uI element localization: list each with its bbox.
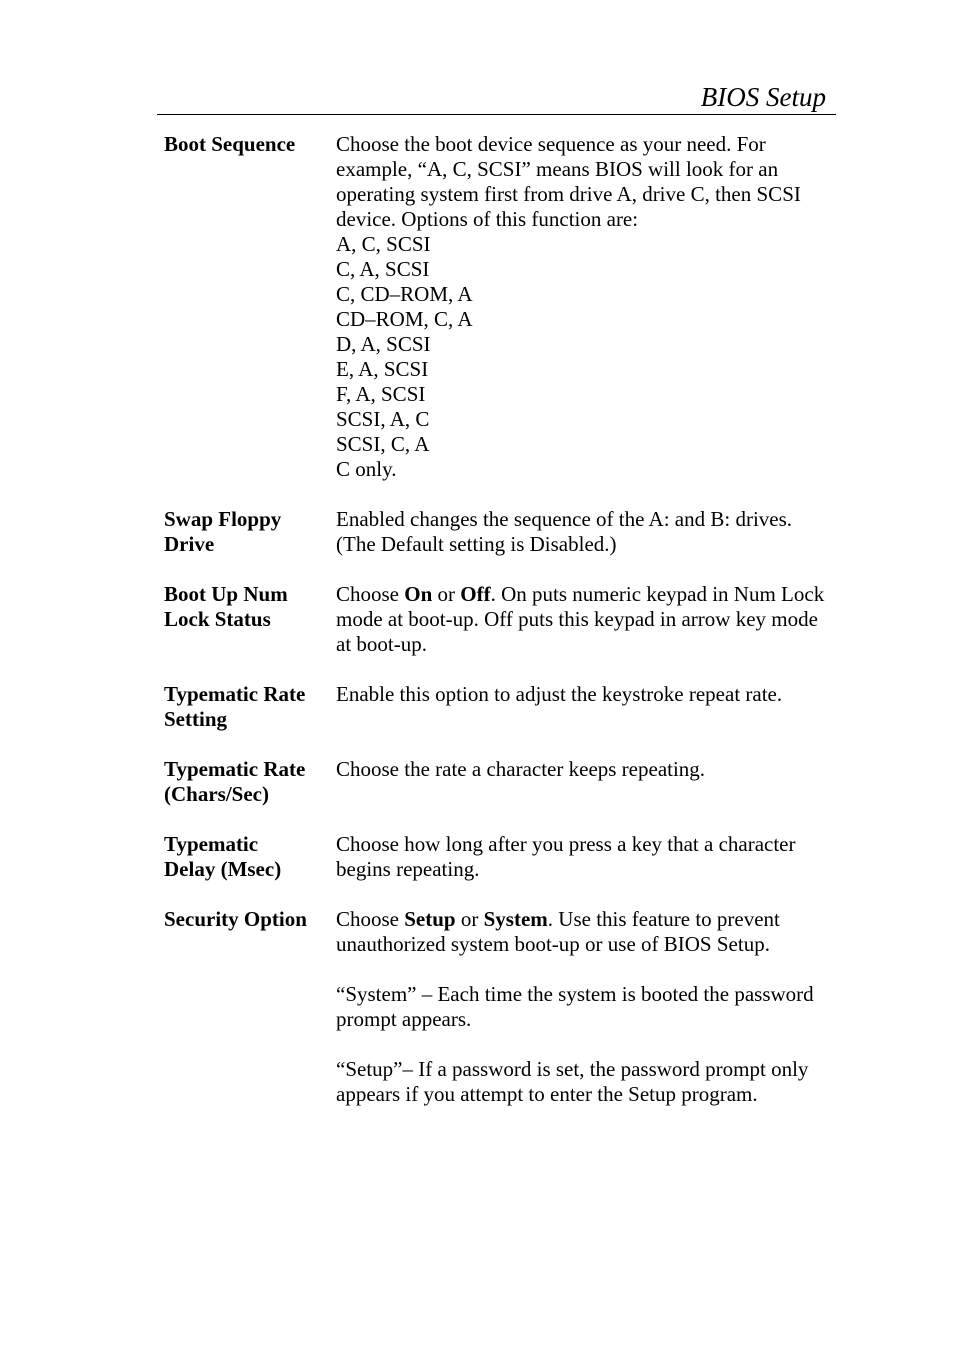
spacer xyxy=(164,482,834,507)
boot-option: C, A, SCSI xyxy=(336,257,430,281)
boot-option: CD–ROM, C, A xyxy=(336,307,473,331)
boot-option: A, C, SCSI xyxy=(336,232,431,256)
text-run: Choose xyxy=(336,907,405,931)
desc-typematic-delay-text: Choose how long after you press a key that a character begins repeating. xyxy=(336,832,796,881)
entry-typematic-delay xyxy=(164,832,834,882)
desc-typematic-setting xyxy=(336,682,834,732)
boot-option: E, A, SCSI xyxy=(336,357,429,381)
boot-option: SCSI, C, A xyxy=(336,432,430,456)
security-system-note: “System” – Each time the system is booted the password prompt appears. xyxy=(336,982,814,1031)
boot-sequence-options xyxy=(336,232,834,482)
entry-swap-floppy xyxy=(164,507,834,557)
boot-option: C only. xyxy=(336,457,397,481)
term-typematic-delay: Typematic Delay (Msec) xyxy=(164,832,282,881)
text-run: or xyxy=(455,907,484,931)
setup-keyword: Setup xyxy=(404,907,456,931)
page-header xyxy=(157,80,836,115)
entry-typematic-setting xyxy=(164,682,834,732)
boot-option: SCSI, A, C xyxy=(336,407,430,431)
definition-list xyxy=(164,132,834,1107)
entry-security-option xyxy=(164,907,834,1107)
text-run: Choose xyxy=(336,582,405,606)
desc-typematic-rate xyxy=(336,757,834,807)
desc-typematic-delay xyxy=(336,832,834,882)
term-swap-floppy: Swap Floppy Drive xyxy=(164,507,282,556)
security-setup-note: “Setup”– If a password is set, the password prompt only appears if you attempt to enter the Setup program. xyxy=(336,1057,809,1106)
entry-typematic-rate xyxy=(164,757,834,807)
spacer xyxy=(164,732,834,757)
desc-boot-sequence-text: Choose the boot device sequence as your need. For example, “A, C, SCSI” means BIOS will look for an operating system first from drive A, drive C, then SCSI device. Options of this function are: xyxy=(336,132,801,231)
term-boot-sequence: Boot Sequence xyxy=(164,132,296,156)
boot-option: F, A, SCSI xyxy=(336,382,426,406)
spacer xyxy=(164,657,834,682)
desc-num-lock-text xyxy=(336,582,834,657)
system-keyword: System xyxy=(483,907,548,931)
desc-typematic-setting-text: Enable this option to adjust the keystroke repeat rate. xyxy=(336,682,783,706)
entry-boot-sequence xyxy=(164,132,834,482)
desc-swap-floppy-text: Enabled changes the sequence of the A: and B: drives. (The Default setting is Disabled.) xyxy=(336,507,793,556)
spacer xyxy=(164,807,834,832)
on-keyword: On xyxy=(404,582,433,606)
desc-swap-floppy xyxy=(336,507,834,557)
spacer xyxy=(164,882,834,907)
term-typematic-rate: Typematic Rate (Chars/Sec) xyxy=(164,757,306,806)
desc-num-lock xyxy=(336,582,834,657)
boot-option: C, CD–ROM, A xyxy=(336,282,473,306)
desc-security-option xyxy=(336,907,834,1107)
term-security-option: Security Option xyxy=(164,907,307,931)
boot-option: D, A, SCSI xyxy=(336,332,431,356)
off-keyword: Off xyxy=(460,582,491,606)
spacer xyxy=(164,557,834,582)
desc-security-text xyxy=(336,907,834,957)
term-num-lock: Boot Up Num Lock Status xyxy=(164,582,288,631)
text-run: . Use this feature to prevent unauthorized system boot-up or use of BIOS Setup. xyxy=(336,907,780,956)
desc-typematic-rate-text: Choose the rate a character keeps repeating. xyxy=(336,757,706,781)
term-typematic-setting: Typematic Rate Setting xyxy=(164,682,306,731)
desc-boot-sequence xyxy=(336,132,834,482)
header-title: BIOS Setup xyxy=(700,82,826,112)
entry-num-lock xyxy=(164,582,834,657)
text-run: or xyxy=(432,582,461,606)
text-run: . On puts numeric keypad in Num Lock mode at boot-up. Off puts this keypad in arrow key mode at boot-up. xyxy=(336,582,825,656)
